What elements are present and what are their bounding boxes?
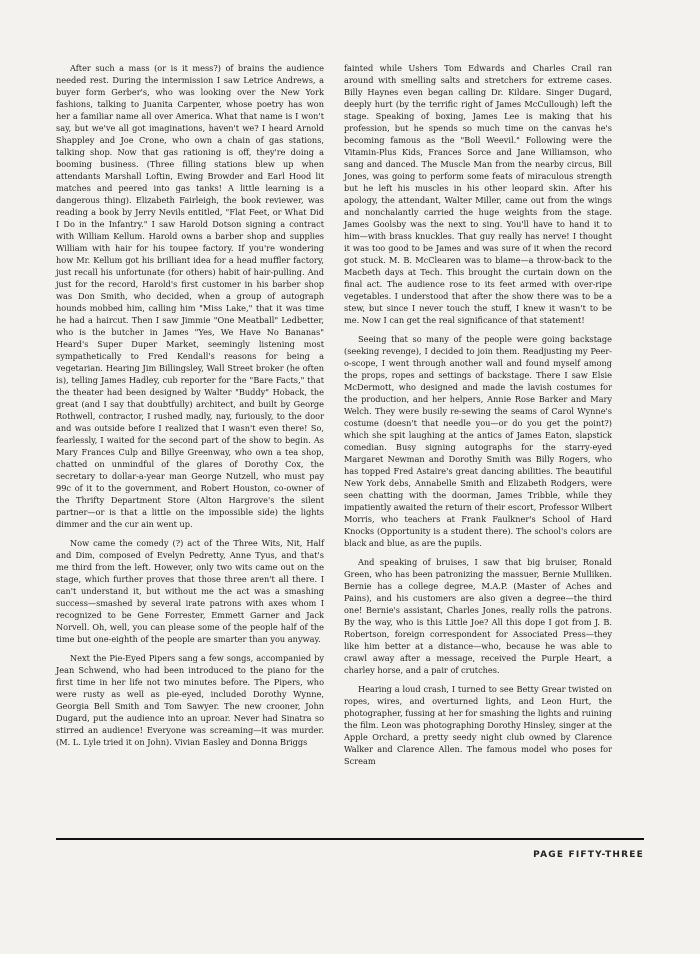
left-column (56, 62, 324, 755)
paragraph: fainted while Ushers Tom Edwards and Charles Crail ran around with smelling salts and stretchers for extreme cases. Billy Haynes even began calling Dr. Kildare. Singer Dugard, deeply hurt (by the terrific right of James McCullough) left the stage. Speaking of boxing, James Lee is making that his profession, but he spends so much time on the canvas he's becoming famous as the "Boll Weevil." Following were the Vitamin-Plus Kids, Frances Sorce and Jane Williamson, who sang and danced. The Muscle Man from the nearby circus, Bill Jones, was going to perform some feats of miraculous strength but he left his muscles in his other leopard skin. After his apology, the attendant, Walter Miller, came out from the wings and nonchalantly carried the huge weights from the stage. James Goolsby was the next to sing. You'll have to hand it to him—with brass knuckles. That guy really has nerve! I thought it was too good to be James and was sure of it when the record got stuck. M. B. McClearen was to blame—a throw-back to the Macbeth days at Tech. This brought the curtain down on the final act. The audience rose to its feet armed with over-ripe vegetables. I understood that after the show there was to be a stew, but since I never touch the stuff, I knew it wasn't to be me. Now I can get the real significance of that statement! (344, 63, 612, 325)
paragraph: Now came the comedy (?) act of the Three Wits, Nit, Half and Dim, composed of Evelyn Pedretty, Anne Tyus, and that's me third from the left. However, only two wits came out on the stage, which further proves that those three aren't all there. I can't understand it, but without me the act was a smashing success—smashed by several irate patrons with axes whom I recognized to be Gene Forrester, Emmett Garner and Jack Norvell. Oh, well, you can please some of the people half of the time but one-eighth of the people are smarter than you anyway. (56, 538, 324, 644)
footer-rule (56, 838, 644, 840)
paragraph: Hearing a loud crash, I turned to see Betty Grear twisted on ropes, wires, and overturned lights, and Leon Hurt, the photographer, fussing at her for smashing the lights and ruining the film. Leon was photographing Dorothy Hinsley, singer at the Apple Orchard, a pretty seedy night club owned by Clarence Walker and Clarence Allen. The famous model who poses for Scream (344, 684, 612, 766)
paragraph: After such a mass (or is it mess?) of brains the audience needed rest. During the intermission I saw Letrice Andrews, a buyer form Gerber's, who was looking over the New York fashions, talking to Juanita Carpenter, whose poetry has won her a familiar name all over America. What that name is I won't say, but we've all got imaginations, haven't we? I heard Arnold Shappley and Joe Crone, who own a chain of gas stations, talking shop. Now that gas rationing is off, they're doing a booming business. (Three filling stations blew up when attendants Marshall Loftin, Ewing Browder and Earl Hood lit matches and peered into gas tanks! A little learning is a dangerous thing). Elizabeth Fairleigh, the book reviewer, was reading a book by Jerry Nevils entitled, "Flat Feet, or What Did I Do in the Infantry." I saw Harold Dotson signing a contract with William Kellum. Harold owns a barber shop and supplies William with hair for his toupee factory. If you're wondering how Mr. Kellum got his brilliant idea for a head muffler factory, just recall his unfortunate (for others) habit of hair-pulling. And just for the record, Harold's first customer in his barber shop was Don Smith, who decided, when a group of autograph hounds mobbed him, calling him "Miss Lake," that it was time he had a haircut. Then I saw Jimmie "One Meatball" Ledbetter, who is the butcher in James "Yes, We Have No Bananas" Heard's Super Duper Market, seemingly listening most sympathetically to Fred Kendall's reasons for being a vegetarian. Hearing Jim Billingsley, Wall Street broker (he often is), telling James Hadley, cub reporter for the "Bare Facts," that the theater had been designed by Walter "Buddy" Hoback, the great (and I say that doubtfully) architect, and built by George Rothwell, contractor, I rushed madly, nay, furiously, to the door and was outside before I realized that I wasn't even there! So, fearlessly, I waited for the second part of the show to begin. As Mary Frances Culp and Billye Greenway, who own a tea shop, chatted on unmindful of the glares of Dorothy Cox, the secretary to dollar-a-year man George Nutzell, who must pay 99c of it to the government, and Robert Houston, co-owner of the Thrifty Department Store (Alton Hargrove's the silent partner—or is that a little on the impossible side) the lights dimmer and the cur ain went up. (56, 63, 324, 529)
paragraph: And speaking of bruises, I saw that big bruiser, Ronald Green, who has been patronizing the massuer, Bernie Mulliken. Bernie has a college degree, M.A.P. (Master of Aches and Pains), and his customers are also given a degree—the third one! Bernie's assistant, Charles Jones, really rolls the patrons. By the way, who is this Little Joe? All this dope I got from J. B. Robertson, foreign correspondent for Associated Press—they like him better at a distance—who, because he was able to crawl away after a message, received the Purple Heart, a charley horse, and a pair of crutches. (344, 557, 612, 675)
page-number: PAGE FIFTY-THREE (533, 850, 644, 860)
paragraph: Seeing that so many of the people were going backstage (seeking revenge), I decided to join them. Readjusting my Peer-o-scope, I went through another wall and found myself among the props, ropes and settings of backstage. There I saw Elsie McDermott, who designed and made the lavish costumes for the production, and her helpers, Annie Rose Barker and Mary Welch. They were busily re-sewing the seams of Carol Wynne's costume (doesn't that needle you—or do you get the point?) which she spit laughing at the antics of James Eaton, slapstick comedian. Busy signing autographs for the starry-eyed Margaret Newman and Dorothy Smith was Billy Rogers, who has topped Fred Astaire's great dancing abilities. The beautiful New York debs, Annabelle Smith and Elizabeth Rodgers, were seen chatting with the doorman, James Tribble, while they impatiently awaited the return of their escort, Professor Wilbert Morris, who teachers at Frank Faulkner's School of Hard Knocks (Opportunity is a student there). The school's colors are black and blue, as are the pupils. (344, 334, 612, 548)
paragraph: Next the Pie-Eyed Pipers sang a few songs, accompanied by Jean Schwend, who had been introduced to the piano for the first time in her life not two minutes before. The Pipers, who were rusty as well as pie-eyed, included Dorothy Wynne, Georgia Bell Smith and Tom Sawyer. The new crooner, John Dugard, put the audience into an uproar. Never had Sinatra so stirred an audience! Everyone was screaming—it was murder. (M. L. Lyle tried it on John). Vivian Easley and Donna Briggs (56, 653, 324, 747)
right-column (344, 62, 612, 774)
